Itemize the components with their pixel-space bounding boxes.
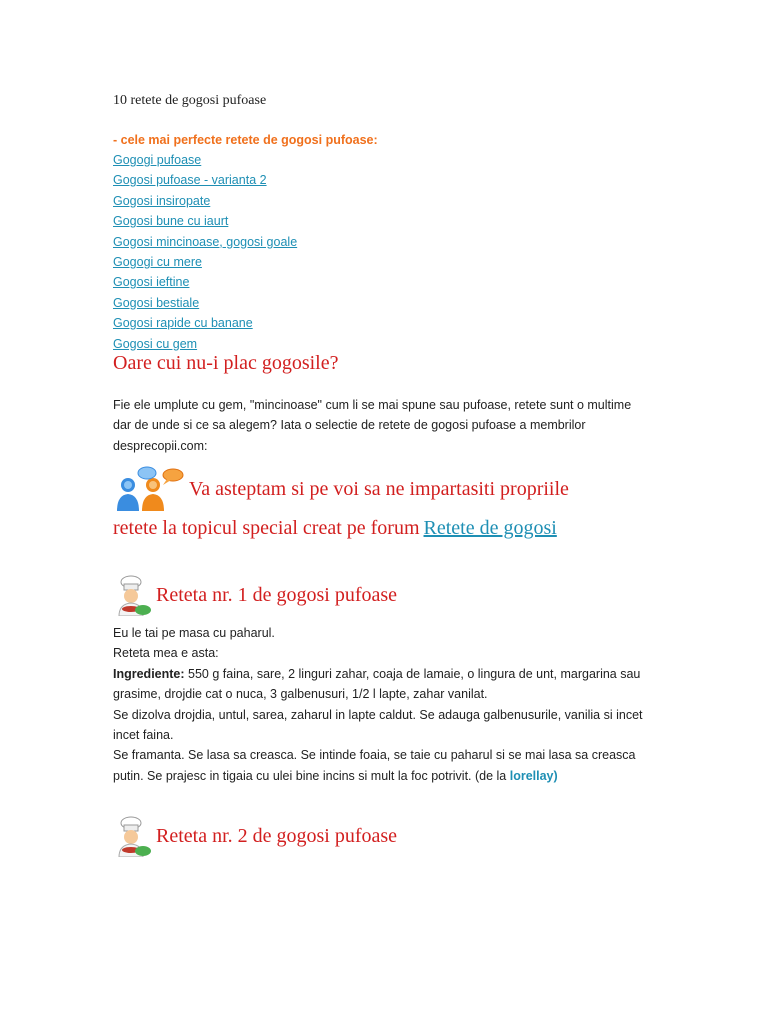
recipe-link[interactable]: Gogosi bune cu iaurt xyxy=(113,214,229,229)
recipe-link[interactable]: Gogosi cu gem xyxy=(113,336,198,351)
recipe1-heading xyxy=(113,574,397,616)
chef-icon xyxy=(113,574,153,616)
people-chat-icon xyxy=(113,465,189,513)
recipe-link[interactable]: Gogosi rapide cu banane xyxy=(113,316,253,331)
ingredients-label: Ingrediente: xyxy=(113,666,185,681)
author-link[interactable]: lorellay) xyxy=(509,768,558,783)
recipe-links-list xyxy=(113,150,297,354)
invite-text-line1: Va asteptam si pe voi sa ne impartasiti propriile xyxy=(189,477,569,500)
step2-text: Se framanta. Se lasa sa creasca. Se intinde foaia, se taie cu paharul si se mai lasa sa creasca putin. Se prajesc in tigaia cu ulei bine incins si mult la foc potrivit. (de la xyxy=(113,748,636,783)
list-item xyxy=(113,191,297,211)
forum-invite xyxy=(113,465,673,540)
recipe1-line2: Reteta mea e asta: xyxy=(113,646,219,661)
recipe1-body xyxy=(113,623,653,786)
list-item xyxy=(113,232,297,252)
recipe1-step1: Se dizolva drojdia, untul, sarea, zaharul in lapte caldut. Se adauga galbenusurile, vanilia si incet incet faina. xyxy=(113,707,643,743)
recipe2-heading xyxy=(113,815,397,857)
recipe-link[interactable]: Gogogi pufoase xyxy=(113,153,202,167)
list-item xyxy=(113,252,297,272)
recipe-link[interactable]: Gogosi bestiale xyxy=(113,295,200,310)
intro-heading: - cele mai perfecte retete de gogosi pufoase: xyxy=(113,133,378,147)
chef-icon xyxy=(113,815,153,857)
recipe-link[interactable]: Gogosi ieftine xyxy=(113,275,190,290)
recipe-link[interactable]: Gogosi insiropate xyxy=(113,193,211,208)
list-item xyxy=(113,150,297,170)
recipe-link[interactable]: Gogosi mincinoase, gogosi goale xyxy=(113,234,298,249)
recipe1-title: Reteta nr. 1 de gogosi pufoase xyxy=(156,583,398,606)
recipe1-line1: Eu le tai pe masa cu paharul. xyxy=(113,626,275,640)
ingredients-text: 550 g faina, sare, 2 linguri zahar, coaja de lamaie, o lingura de unt, margarina sau grasime, drojdie cat o nuca, 3 galbenusuri, 1/2 l lapte, zahar vanilat. xyxy=(113,666,641,702)
forum-topic-link[interactable]: Retete de gogosi xyxy=(423,517,557,539)
list-item xyxy=(113,211,297,231)
recipe2-title: Reteta nr. 2 de gogosi pufoase xyxy=(156,824,398,847)
recipe-link[interactable]: Gogogi cu mere xyxy=(113,254,202,269)
intro-paragraph: Fie ele umplute cu gem, "mincinoase" cum li se mai spune sau pufoase, retete sunt o multime dar de unde si ce sa alegem? Iata o selectie de retete de gogosi pufoase a membrilor desprecopii.com: xyxy=(113,398,632,453)
recipe1-ingredients xyxy=(113,664,653,705)
list-item xyxy=(113,334,297,354)
invite-text-line2: retete la topicul special creat pe forum xyxy=(113,517,420,539)
list-item xyxy=(113,313,297,333)
list-item xyxy=(113,272,297,292)
list-item xyxy=(113,293,297,313)
recipe1-step2 xyxy=(113,745,653,786)
question-heading: Oare cui nu-i plac gogosile? xyxy=(113,352,339,374)
list-item xyxy=(113,170,297,190)
recipe-link[interactable]: Gogosi pufoase - varianta 2 xyxy=(113,173,267,188)
document-title: 10 retete de gogosi pufoase xyxy=(113,93,267,108)
